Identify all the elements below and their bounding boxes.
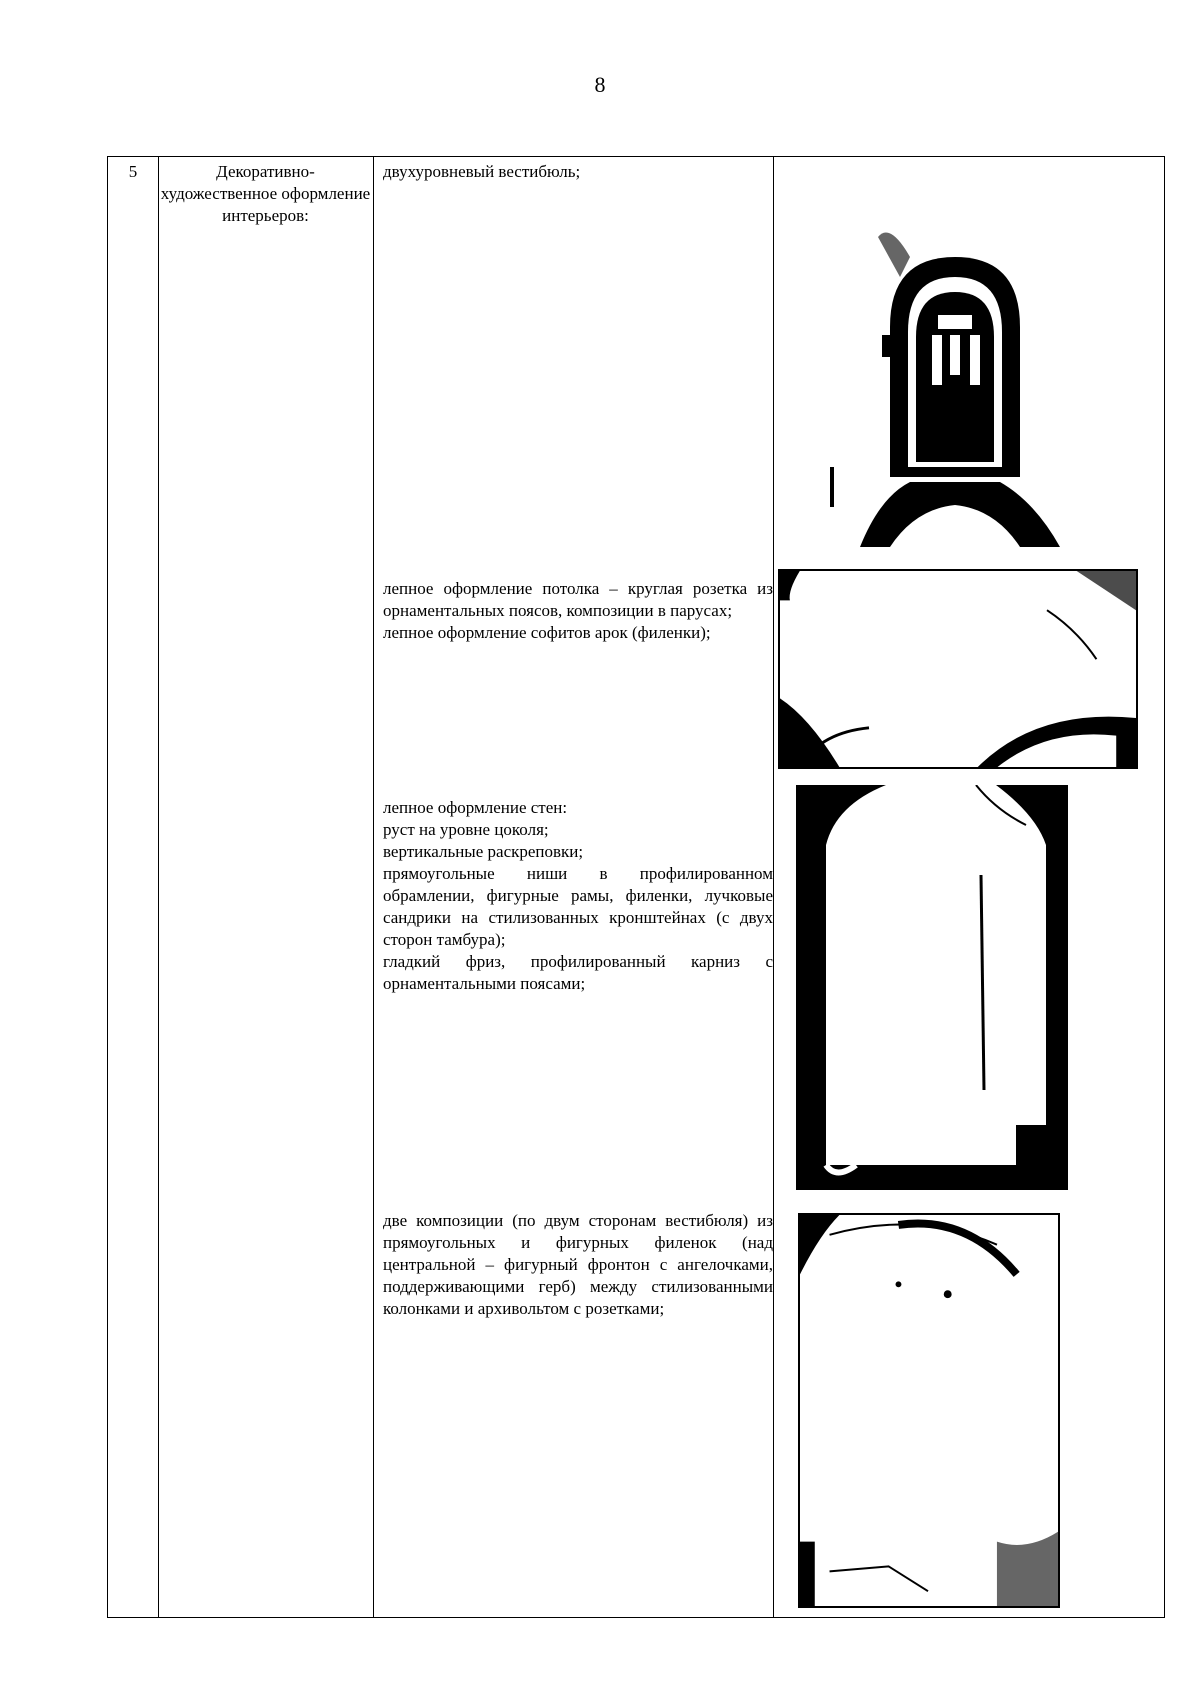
item-line: двухуровневый вестибюль; <box>383 162 581 181</box>
item-line: руст на уровне цоколя; <box>383 820 549 839</box>
item-line: лепное оформление стен: <box>383 798 568 817</box>
column-divider <box>373 157 374 1617</box>
item-line: две композиции (по двум сторонам вестибюля) из прямоугольных и фигурных филенок (над центральной – фигурный фронтон с ангелочками, поддерживающими герб) между стилизованными колонками и архивольтом с розетками; <box>383 1211 773 1318</box>
heritage-table <box>107 156 1165 1618</box>
item-line: лепное оформление потолка – круглая розетка из орнаментальных поясов, композиции в парусах; <box>383 579 773 620</box>
row-number: 5 <box>128 162 138 181</box>
page-number: 8 <box>594 72 606 97</box>
photo-ceiling <box>778 569 1138 769</box>
item-compositions <box>383 1210 773 1320</box>
item-line: вертикальные раскреповки; <box>383 842 584 861</box>
photo-vestibule <box>820 217 1090 547</box>
photo-compositions <box>798 1213 1060 1608</box>
item-line: лепное оформление софитов арок (филенки); <box>383 623 711 642</box>
item-ceiling <box>383 578 773 644</box>
column-divider <box>158 157 159 1617</box>
photo-walls <box>796 785 1068 1190</box>
item-line: прямоугольные ниши в профилированном обрамлении, фигурные рамы, филенки, лучковые сандрики на стилизованных кронштейнах (с двух сторон тамбура); <box>383 864 773 949</box>
item-line: гладкий фриз, профилированный карниз с орнаментальными поясами; <box>383 952 773 993</box>
item-vestibule <box>383 161 773 183</box>
item-walls <box>383 797 773 995</box>
column-divider <box>773 157 774 1617</box>
section-title: Декоративно-художественное оформление интерьеров: <box>160 162 371 225</box>
